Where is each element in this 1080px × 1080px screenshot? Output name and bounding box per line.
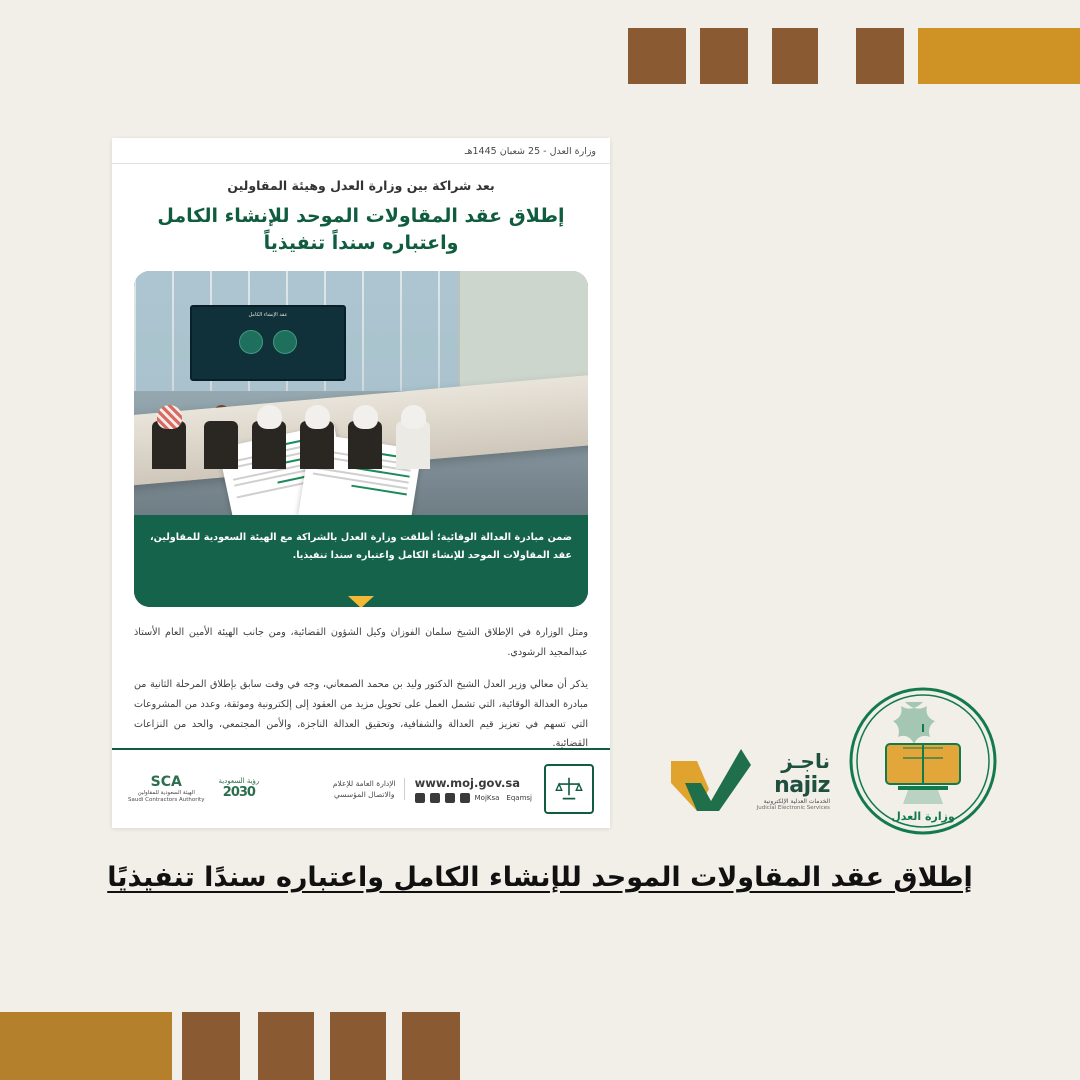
deco-block bbox=[0, 1012, 172, 1080]
signing-ceremony-photo bbox=[134, 271, 588, 515]
attendee bbox=[300, 405, 334, 469]
headwear bbox=[353, 405, 378, 429]
sca-name-ar: الهيئة السعودية للمقاولين bbox=[137, 789, 195, 796]
social-handle: MojKsa bbox=[474, 793, 500, 802]
najiz-latin: najiz bbox=[774, 773, 830, 798]
vision-number: 2030 bbox=[222, 785, 255, 801]
najiz-wordmark bbox=[757, 749, 830, 811]
headwear bbox=[305, 405, 330, 429]
vision-2030-logo bbox=[218, 777, 259, 802]
deco-block bbox=[258, 1012, 314, 1080]
torso bbox=[204, 421, 238, 469]
najiz-logo bbox=[660, 735, 830, 825]
najiz-tagline-en: Judicial Electronic Services bbox=[756, 805, 830, 811]
attendee bbox=[152, 405, 186, 469]
poster-footer bbox=[112, 748, 610, 828]
poster-article-text bbox=[112, 607, 610, 754]
vision-label: رؤية السعودية bbox=[218, 776, 260, 785]
headwear bbox=[257, 405, 282, 429]
department-line-1: الإدارة العامة للإعلام bbox=[332, 778, 396, 788]
paragraph: يذكر أن معالي وزير العدل الشيخ الدكتور وليد بن محمد الصمعاني، وجه في وقت سابق بإطلاق المرحلة الثانية من مبادرة العدالة الوقائية، التي تشمل العمل على تحويل مزيد من العقود إلى إلكترونية وموثقة، وعدد من المشروعات التي تسهم في تعزيز قيم العدالة والشفافية، وتحقيق العدالة الناجزة، والأمن المجتمعي، والحد من النزاعات القضائية. bbox=[134, 679, 588, 750]
headline-line-1: إطلاق عقد المقاولات الموحد للإنشاء الكامل bbox=[157, 205, 565, 227]
department-line-2: والاتصال المؤسسي bbox=[333, 790, 395, 799]
top-decoration-strip bbox=[0, 28, 1080, 84]
attendee bbox=[348, 405, 382, 469]
poster-kicker: بعد شراكة بين وزارة العدل وهيئة المقاولين bbox=[227, 178, 495, 193]
deco-block bbox=[402, 1012, 460, 1080]
attendee bbox=[252, 405, 286, 469]
headwear bbox=[157, 405, 182, 429]
deco-block bbox=[700, 28, 748, 84]
sca-logo bbox=[128, 774, 204, 804]
news-poster-card bbox=[112, 138, 610, 828]
footer-ministry-group bbox=[333, 764, 594, 814]
footer-web-group bbox=[415, 776, 534, 803]
sca-abbr: SCA bbox=[150, 773, 182, 790]
deco-block bbox=[182, 1012, 240, 1080]
photo-caption: ضمن مبادرة العدالة الوقائية؛ أطلقت وزارة العدل بالشراكة مع الهيئة السعودية للمقاولين، عقد المقاولات الموحد للإنشاء الكامل واعتباره سندا تنفيذيا. bbox=[134, 515, 588, 607]
page-caption bbox=[0, 862, 1080, 893]
attendee bbox=[396, 405, 430, 469]
footer-department bbox=[333, 778, 405, 801]
ministry-of-justice-logo bbox=[848, 686, 998, 836]
arrow-down-icon bbox=[348, 596, 374, 607]
social-handle: Eqamsj bbox=[506, 793, 532, 802]
poster-photo-block bbox=[134, 271, 588, 607]
deco-block bbox=[330, 1012, 386, 1080]
caption-text: إطلاق عقد المقاولات الموحد للإنشاء الكامل واعتباره سندًا تنفيذيًا bbox=[107, 862, 973, 893]
poster-headline bbox=[134, 203, 588, 257]
poster-header bbox=[112, 138, 610, 164]
screen-title: عقد الإنشاء الكامل bbox=[248, 311, 288, 318]
svg-text:وزارة العدل: وزارة العدل bbox=[891, 810, 955, 823]
x-icon[interactable] bbox=[415, 793, 425, 803]
najiz-tagline-ar: الخدمات العدلية الإلكترونية bbox=[763, 798, 830, 805]
deco-block bbox=[856, 28, 904, 84]
deco-block bbox=[772, 28, 818, 84]
website-url[interactable]: www.moj.gov.sa bbox=[414, 775, 520, 790]
instagram-icon[interactable] bbox=[430, 793, 440, 803]
deco-block bbox=[628, 28, 686, 84]
check-mark-icon bbox=[671, 749, 751, 811]
poster-body bbox=[112, 164, 610, 607]
youtube-icon[interactable] bbox=[445, 793, 455, 803]
paragraph: ومثل الوزارة في الإطلاق الشيخ سلمان الفوزان وكيل الشؤون القضائية، ومن جانب الهيئة الأمين العام الأستاذ عبدالمجيد الرشودي. bbox=[134, 626, 588, 658]
ministry-of-justice-icon bbox=[544, 764, 594, 814]
social-links[interactable] bbox=[415, 793, 534, 803]
deco-block bbox=[918, 28, 1080, 84]
footer-partner-logos bbox=[128, 774, 259, 804]
bottom-decoration-strip bbox=[0, 1012, 1080, 1080]
headline-line-2: واعتباره سنداً تنفيذياً bbox=[263, 231, 459, 254]
headwear bbox=[401, 405, 426, 429]
najiz-arabic: ناجـز bbox=[781, 749, 830, 773]
sca-name-en: Saudi Contractors Authority bbox=[128, 797, 205, 803]
linkedin-icon[interactable] bbox=[460, 793, 470, 803]
poster-meta-date: وزارة العدل - 25 شعبان 1445هـ bbox=[464, 146, 596, 157]
